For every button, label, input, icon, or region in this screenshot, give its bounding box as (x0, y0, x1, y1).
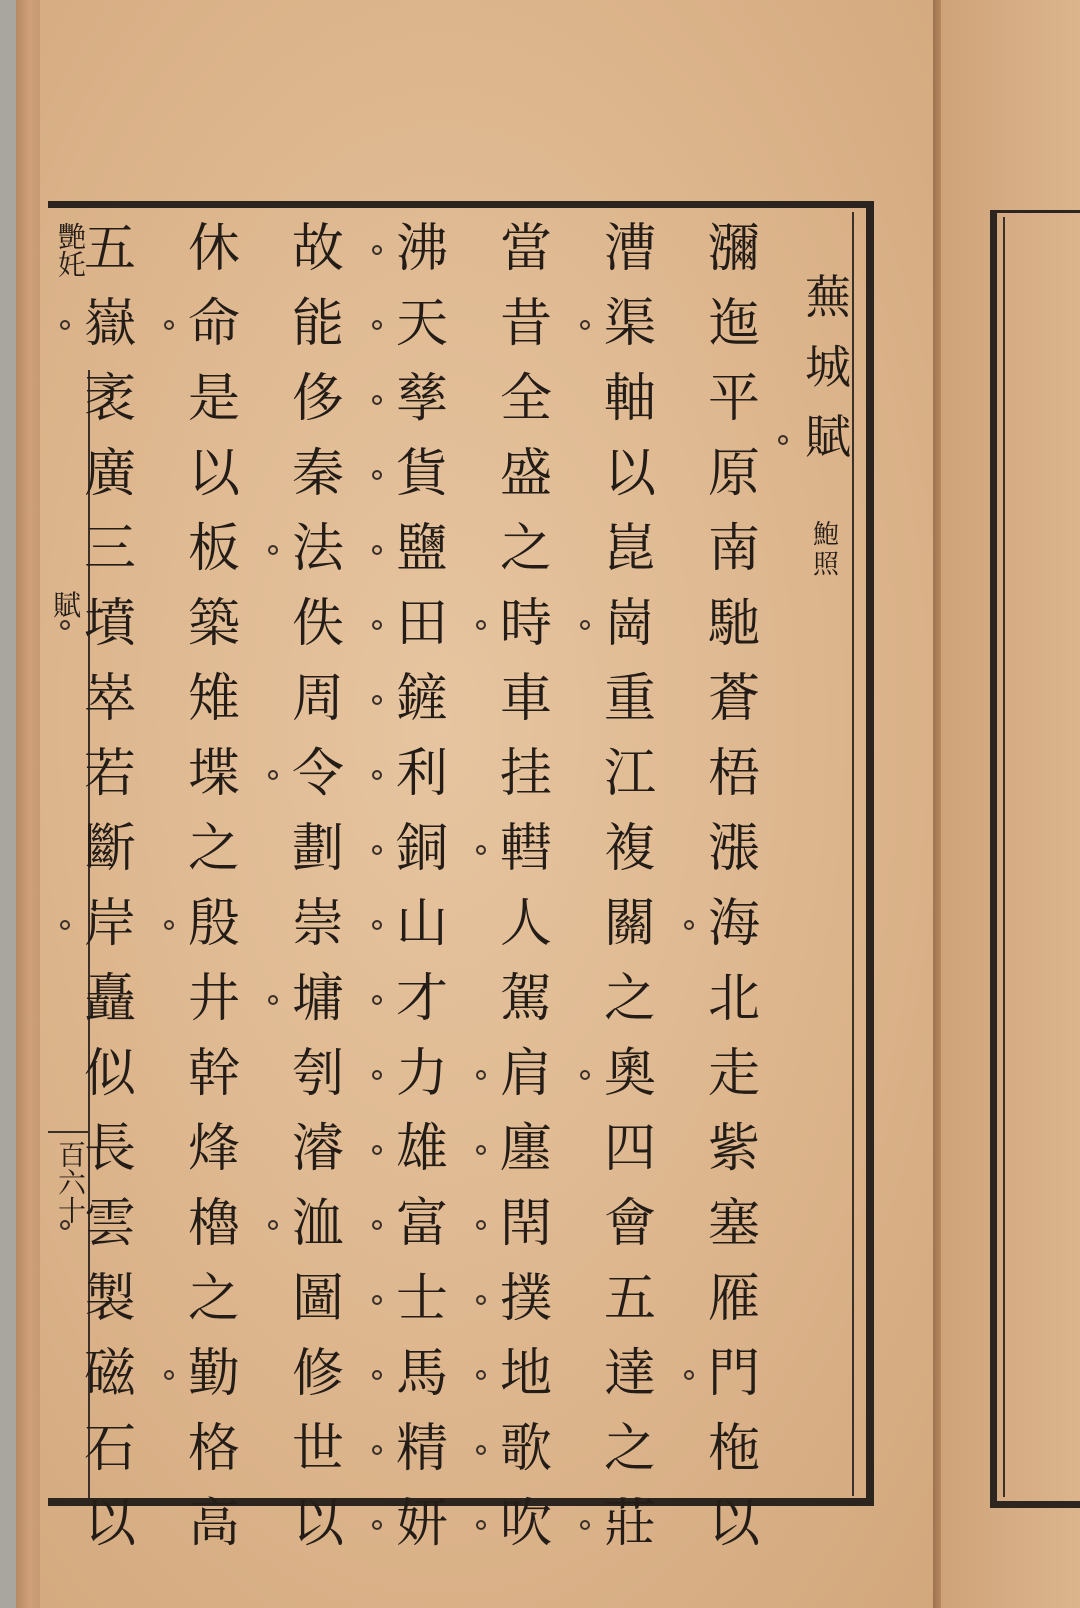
text-char: 挂 (499, 744, 552, 804)
text-char: 時 (488, 587, 564, 662)
text-char: 秦 (291, 444, 344, 504)
text-char: 軸 (603, 369, 656, 429)
text-char: 精 (384, 1412, 460, 1487)
text-char: 轊 (488, 812, 564, 887)
title-char: 蕪 (805, 270, 851, 324)
text-char: 崇 (291, 894, 344, 954)
text-char: 天 (384, 287, 460, 362)
text-char: 全 (499, 369, 552, 429)
text-char: 地 (488, 1337, 564, 1412)
text-char: 劃 (291, 819, 344, 879)
text-char: 石 (83, 1419, 136, 1479)
text-char: 瀰 (707, 219, 760, 279)
text-char: 法 (280, 512, 356, 587)
text-char: 渠 (592, 287, 668, 362)
text-char: 吹 (488, 1487, 564, 1562)
text-column (280, 212, 356, 1562)
text-char: 孳 (384, 362, 460, 437)
text-char: 崒 (83, 669, 136, 729)
text-char: 海 (696, 887, 772, 962)
text-column (592, 212, 668, 1562)
text-char: 岸 (72, 887, 148, 962)
text-char: 磁 (83, 1344, 136, 1404)
text-char: 歌 (488, 1412, 564, 1487)
text-column (488, 212, 564, 1562)
text-char: 閈 (488, 1187, 564, 1262)
text-char: 令 (280, 737, 356, 812)
text-char: 勤 (176, 1337, 252, 1412)
text-char: 侈 (291, 369, 344, 429)
text-char: 三 (83, 519, 136, 579)
text-char: 修 (291, 1344, 344, 1404)
text-char: 斷 (83, 819, 136, 879)
text-char: 肩 (488, 1037, 564, 1112)
text-char: 力 (384, 1037, 460, 1112)
text-char: 莊 (592, 1487, 668, 1562)
text-column (72, 212, 148, 1562)
title-char: 城 (805, 340, 851, 394)
text-char: 紫 (707, 1119, 760, 1179)
text-char: 崗 (592, 587, 668, 662)
text-char: 世 (291, 1419, 344, 1479)
text-char: 袤 (83, 369, 136, 429)
text-char: 墉 (280, 962, 356, 1037)
text-char: 會 (603, 1194, 656, 1254)
text-char: 長 (83, 1119, 136, 1179)
text-char: 車 (499, 669, 552, 729)
text-char: 崑 (603, 519, 656, 579)
text-char: 蒼 (707, 669, 760, 729)
text-char: 鹽 (384, 512, 460, 587)
text-char: 漕 (603, 219, 656, 279)
frame-top (48, 201, 874, 208)
text-char: 塞 (707, 1194, 760, 1254)
text-char: 梧 (707, 744, 760, 804)
text-char: 高 (187, 1494, 240, 1554)
text-char: 五 (83, 219, 136, 279)
text-char: 原 (707, 444, 760, 504)
text-char: 櫓 (187, 1194, 240, 1254)
text-char: 駕 (499, 969, 552, 1029)
text-char: 走 (707, 1044, 760, 1104)
text-char: 殷 (176, 887, 252, 962)
page-left-edge (0, 0, 40, 1608)
text-char: 才 (384, 962, 460, 1037)
text-char: 奧 (592, 1037, 668, 1112)
text-char: 佚 (291, 594, 344, 654)
title-column (790, 262, 866, 472)
text-column (384, 212, 460, 1562)
text-char: 銅 (384, 812, 460, 887)
text-char: 廛 (488, 1112, 564, 1187)
text-char: 人 (499, 894, 552, 954)
text-char: 之 (187, 1269, 240, 1329)
text-char: 漲 (707, 819, 760, 879)
text-char: 達 (603, 1344, 656, 1404)
text-char: 以 (291, 1494, 344, 1554)
text-char: 門 (696, 1337, 772, 1412)
text-char: 雉 (187, 669, 240, 729)
text-char: 四 (603, 1119, 656, 1179)
text-char: 能 (291, 294, 344, 354)
text-char: 周 (291, 669, 344, 729)
text-char: 以 (187, 444, 240, 504)
text-char: 五 (603, 1269, 656, 1329)
text-char: 刳 (291, 1044, 344, 1104)
text-char: 沸 (384, 212, 460, 287)
fold-book-title: 艷奼 (54, 222, 87, 278)
text-char: 井 (187, 969, 240, 1029)
text-char: 昔 (499, 294, 552, 354)
text-char: 雲 (72, 1187, 148, 1262)
text-char: 若 (83, 744, 136, 804)
text-char: 是 (187, 369, 240, 429)
text-char: 嶽 (72, 287, 148, 362)
text-char: 迤 (707, 294, 760, 354)
text-char: 貨 (384, 437, 460, 512)
text-char: 江 (603, 744, 656, 804)
next-page-border (990, 210, 1080, 1508)
text-char: 當 (499, 219, 552, 279)
text-char: 廣 (83, 444, 136, 504)
text-char: 製 (83, 1269, 136, 1329)
frame-right (866, 201, 874, 1506)
text-char: 平 (707, 369, 760, 429)
text-char: 北 (707, 969, 760, 1029)
text-char: 墳 (72, 587, 148, 662)
text-char: 盛 (499, 444, 552, 504)
text-char: 鏟 (384, 662, 460, 737)
text-column (696, 212, 772, 1562)
text-char: 馳 (707, 594, 760, 654)
text-char: 柂 (707, 1419, 760, 1479)
title-char: 賦 (790, 402, 866, 472)
text-char: 洫 (280, 1187, 356, 1262)
text-char: 堞 (187, 744, 240, 804)
text-char: 故 (291, 219, 344, 279)
text-char: 以 (83, 1494, 136, 1554)
text-char: 格 (187, 1419, 240, 1479)
text-char: 雄 (384, 1112, 460, 1187)
text-char: 士 (384, 1262, 460, 1337)
text-char: 板 (187, 519, 240, 579)
fold-page-number: 百六十 (54, 1140, 87, 1224)
text-char: 之 (187, 819, 240, 879)
text-char: 圖 (291, 1269, 344, 1329)
text-char: 關 (603, 894, 656, 954)
text-char: 之 (603, 969, 656, 1029)
text-char: 撲 (488, 1262, 564, 1337)
text-char: 命 (176, 287, 252, 362)
text-char: 濬 (291, 1119, 344, 1179)
text-char: 以 (603, 444, 656, 504)
text-char: 幹 (187, 1044, 240, 1104)
text-char: 山 (384, 887, 460, 962)
text-char: 烽 (187, 1119, 240, 1179)
text-char: 之 (603, 1419, 656, 1479)
text-char: 休 (187, 219, 240, 279)
text-char: 妍 (384, 1487, 460, 1562)
text-column (176, 212, 252, 1562)
text-char: 富 (384, 1187, 460, 1262)
fold-genre: 賦 (52, 589, 81, 622)
text-char: 雁 (707, 1269, 760, 1329)
text-char: 築 (187, 594, 240, 654)
text-char: 馬 (384, 1337, 460, 1412)
text-char: 以 (707, 1494, 760, 1554)
author: 鮑照 (812, 520, 839, 580)
text-char: 矗 (83, 969, 136, 1029)
text-char: 利 (384, 737, 460, 812)
book-gutter (933, 0, 941, 1608)
text-char: 重 (603, 669, 656, 729)
text-char: 南 (707, 519, 760, 579)
text-char: 田 (384, 587, 460, 662)
text-char: 似 (83, 1044, 136, 1104)
text-char: 之 (499, 519, 552, 579)
text-char: 複 (603, 819, 656, 879)
